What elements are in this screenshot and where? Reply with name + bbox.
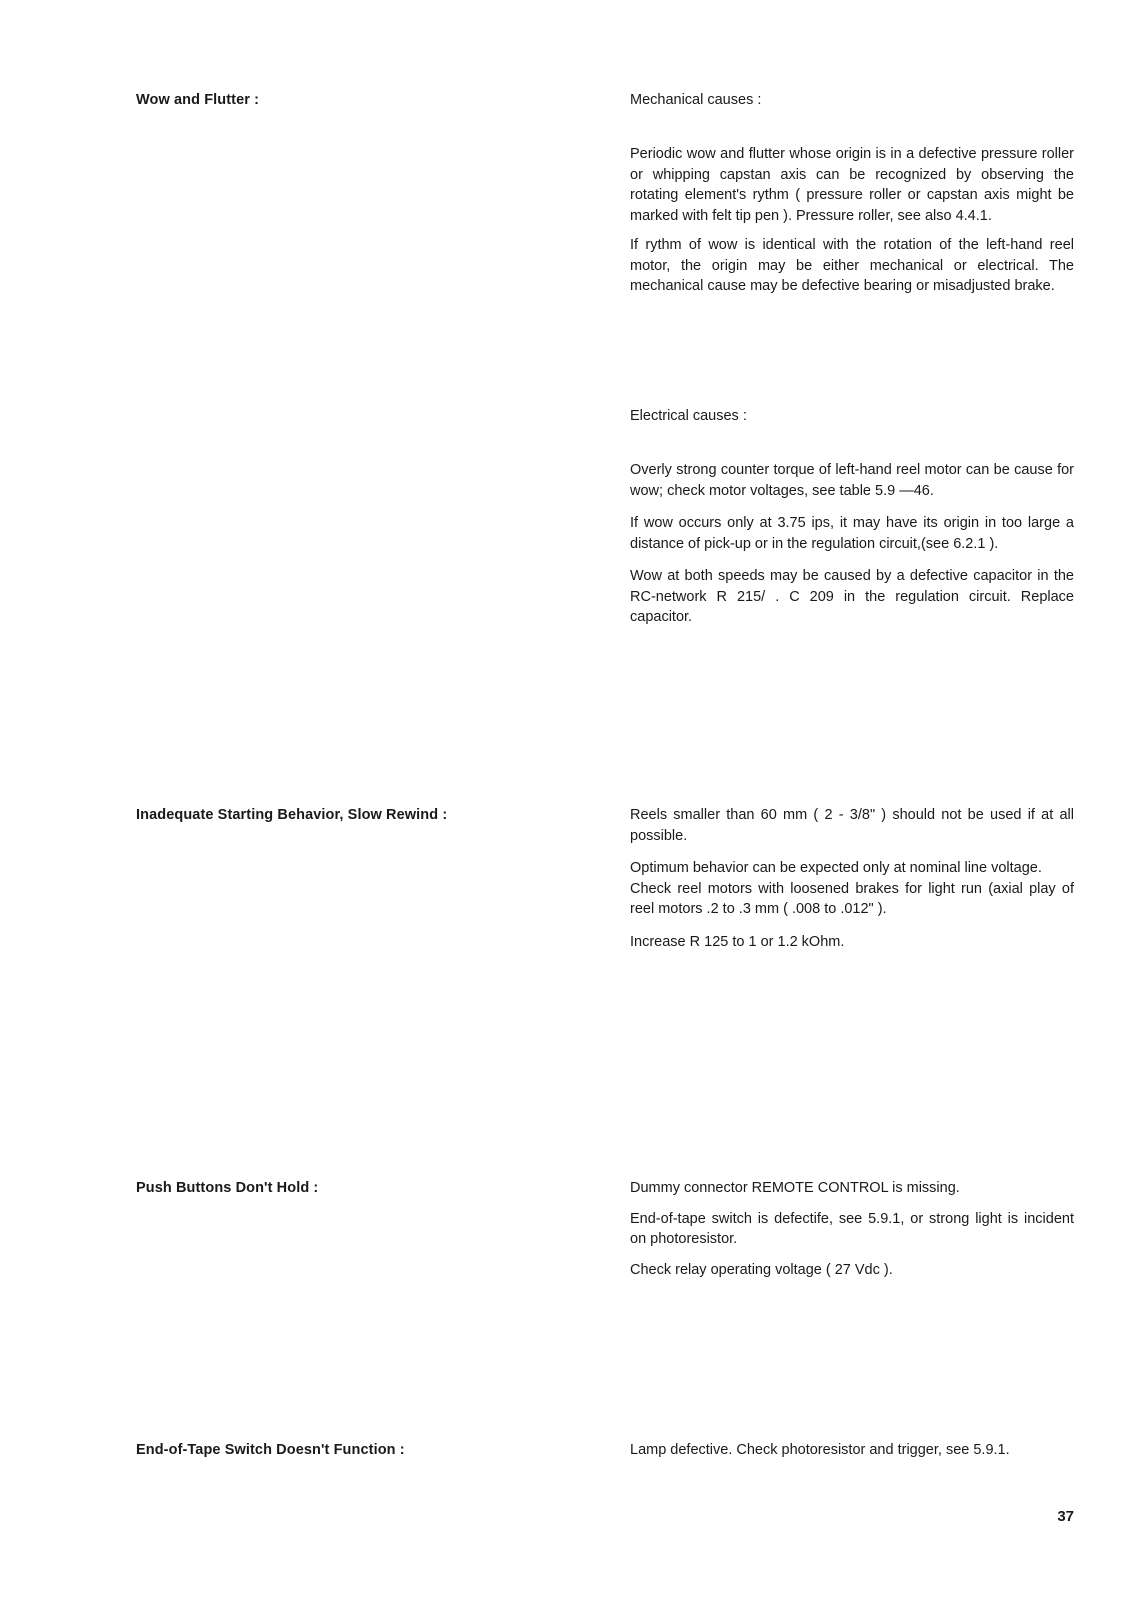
- subheading-electrical-causes: Electrical causes :: [630, 408, 747, 424]
- section-heading-push-buttons: Push Buttons Don't Hold :: [136, 1180, 319, 1196]
- subheading-mechanical-causes: Mechanical causes :: [630, 92, 762, 108]
- starting-behavior-text: [630, 805, 1074, 952]
- paragraph: If rythm of wow is identical with the rotation of the left-hand reel motor, the origin may be either mechanical or electrical. The mechanical cause may be defective bearing or misadjusted brake.: [630, 237, 1074, 294]
- paragraph: Overly strong counter torque of left-hand reel motor can be cause for wow; check motor voltages, see table 5.9 —46.: [630, 462, 1074, 499]
- paragraph: Wow at both speeds may be caused by a defective capacitor in the RC-network R 215/ . C 209 in the regulation circuit. Replace capacitor.: [630, 568, 1074, 625]
- paragraph: End-of-tape switch is defectife, see 5.9.1, or strong light is incident on photoresistor.: [630, 1210, 1074, 1247]
- mechanical-causes-text: [630, 144, 1074, 297]
- paragraph: If wow occurs only at 3.75 ips, it may have its origin in too large a distance of pick-up or in the regulation circuit,(see 6.2.1 ).: [630, 515, 1074, 552]
- paragraph: Reels smaller than 60 mm ( 2 - 3/8" ) should not be used if at all possible.: [630, 807, 1074, 844]
- electrical-causes-text: [630, 460, 1074, 628]
- section-heading-end-of-tape: End-of-Tape Switch Doesn't Function :: [136, 1442, 405, 1458]
- section-heading-wow-and-flutter: Wow and Flutter :: [136, 92, 260, 108]
- section-heading-starting-behavior: Inadequate Starting Behavior, Slow Rewind :: [136, 807, 448, 823]
- paragraph: Check relay operating voltage ( 27 Vdc ).: [630, 1261, 893, 1278]
- paragraph: Check reel motors with loosened brakes for light run (axial play of reel motors .2 to .3 mm ( .008 to .012" ).: [630, 880, 1074, 917]
- paragraph: Lamp defective. Check photoresistor and trigger, see 5.9.1.: [630, 1442, 1010, 1458]
- page-number: 37: [1057, 1508, 1074, 1525]
- paragraph: Dummy connector REMOTE CONTROL is missing.: [630, 1180, 960, 1196]
- end-of-tape-text: [630, 1440, 1074, 1461]
- paragraph: Optimum behavior can be expected only at nominal line voltage.: [630, 860, 1042, 876]
- paragraph: Periodic wow and flutter whose origin is in a defective pressure roller or whipping capstan axis can be recognized by observing the rotating element's rythm ( pressure roller or capstan axis might be marked with felt tip pen ). Pressure roller, see also 4.4.1.: [630, 146, 1074, 224]
- push-buttons-text: [630, 1178, 1074, 1280]
- paragraph: Increase R 125 to 1 or 1.2 kOhm.: [630, 933, 845, 950]
